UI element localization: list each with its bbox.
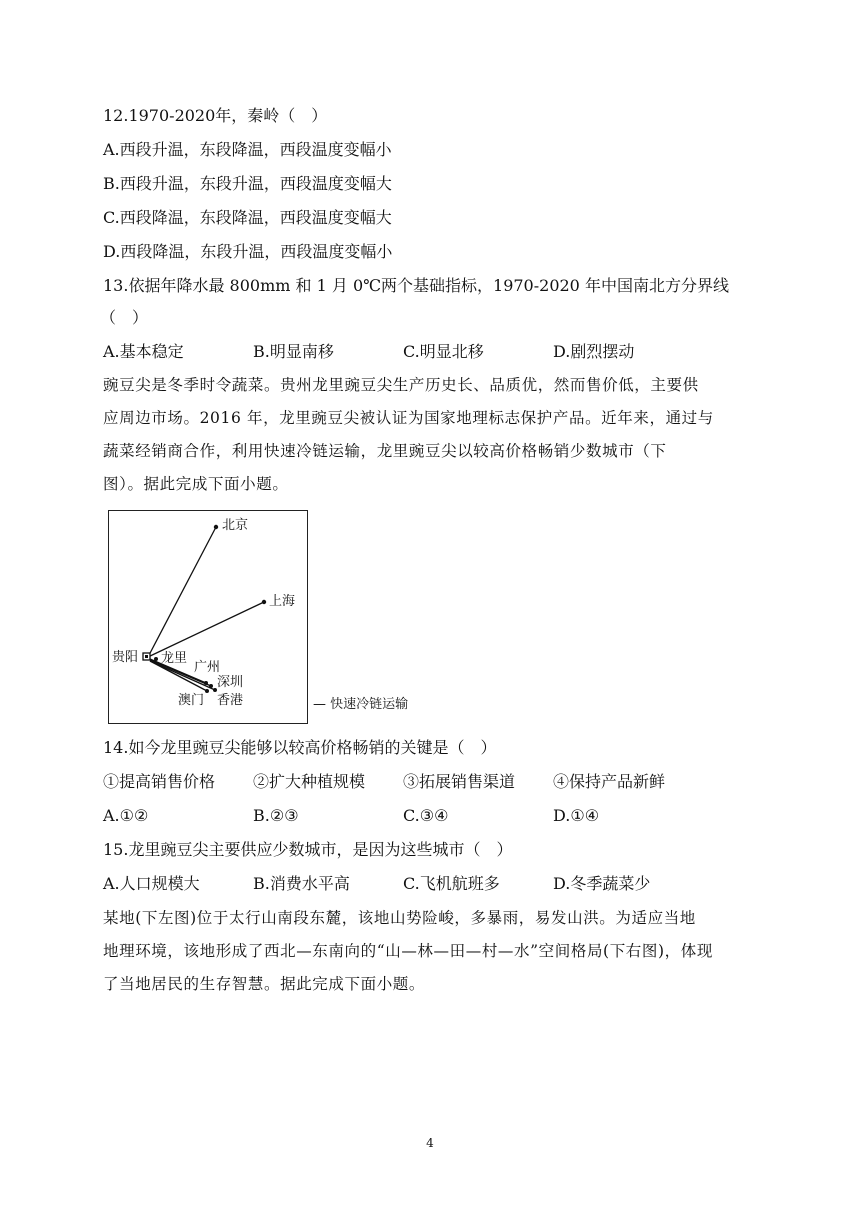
cold-chain-routes <box>109 511 309 725</box>
q14-stem: 14.如今龙里豌豆尖能够以较高价格畅销的关键是（ ） <box>103 738 497 757</box>
q12-option-d: D.西段降温，东段升温，西段温度变幅小 <box>103 242 393 261</box>
q13-stem-paren: （ ） <box>100 308 149 327</box>
q14-item-3: ③拓展销售渠道 <box>403 772 516 791</box>
beijing-point <box>214 525 218 529</box>
q15-option-a: A.人口规模大 <box>103 874 200 893</box>
q15-option-b: B.消费水平高 <box>253 874 350 893</box>
passage-taihang-line: 某地(下左图)位于太行山南段东麓，该地山势险峻，多暴雨，易发山洪。为适应当地 <box>103 909 696 927</box>
passage-peas-line: 应周边市场。2016 年，龙里豌豆尖被认证为国家地理标志保护产品。近年来，通过与 <box>103 409 714 427</box>
q14-option-b: B.②③ <box>253 806 299 825</box>
page-number: 4 <box>426 1136 434 1150</box>
q13-option-c: C.明显北移 <box>403 342 484 361</box>
passage-taihang-line: 地理环境，该地形成了西北—东南向的“山—林—田—村—水”空间格局(下右图)，体现 <box>103 942 713 960</box>
q14-item-1: ①提高销售价格 <box>103 772 216 791</box>
q14-option-c: C.③④ <box>403 806 449 825</box>
q12-option-c: C.西段降温，东段降温，西段温度变幅大 <box>103 208 392 227</box>
city-guiyang: 贵阳 <box>112 650 139 665</box>
q12-option-a: A.西段升温，东段降温，西段温度变幅小 <box>103 140 392 159</box>
q15-stem: 15.龙里豌豆尖主要供应少数城市，是因为这些城市（ ） <box>103 840 513 859</box>
route-to-shanghai <box>148 602 264 657</box>
city-guangzhou: 广州 <box>194 660 221 675</box>
passage-taihang <box>103 902 759 1001</box>
longli-point <box>154 657 158 661</box>
guangzhou-point <box>204 681 208 685</box>
city-beijing: 北京 <box>222 518 249 533</box>
city-shenzhen: 深圳 <box>217 675 244 690</box>
q13-option-d: D.剧烈摆动 <box>553 342 635 361</box>
passage-taihang-line: 了当地居民的生存智慧。据此完成下面小题。 <box>103 975 426 993</box>
passage-peas <box>103 369 759 501</box>
passage-peas-line: 图）。据此完成下面小题。 <box>103 475 289 493</box>
q14-item-2: ②扩大种植规模 <box>253 772 366 791</box>
q12-stem: 12.1970-2020年，秦岭（ ） <box>103 106 328 125</box>
q15-option-c: C.飞机航班多 <box>403 874 500 893</box>
q13-option-b: B.明显南移 <box>253 342 334 361</box>
q13-option-a: A.基本稳定 <box>103 342 184 361</box>
q14-option-d: D.①④ <box>553 806 600 825</box>
cold-chain-map <box>108 510 308 724</box>
route-to-beijing <box>148 527 216 657</box>
shanghai-point <box>262 600 266 604</box>
q13-stem: 13.依据年降水最 800mm 和 1 月 0℃两个基础指标，1970-2020 年中国南北方分界线 <box>103 276 729 295</box>
city-shanghai: 上海 <box>269 594 296 609</box>
q14-item-4: ④保持产品新鲜 <box>553 772 666 791</box>
q15-option-d: D.冬季蔬菜少 <box>553 874 651 893</box>
passage-peas-line: 蔬菜经销商合作，利用快速冷链运输，龙里豌豆尖以较高价格畅销少数城市（下 <box>103 442 667 460</box>
macau-point <box>205 689 209 693</box>
passage-peas-line: 豌豆尖是冬季时令蔬菜。贵州龙里豌豆尖生产历史长、品质优，然而售价低，主要供 <box>103 376 699 394</box>
city-longli: 龙里 <box>161 651 188 666</box>
city-hongkong: 香港 <box>217 693 244 708</box>
shenzhen-point <box>209 684 213 688</box>
map-legend: — 快速冷链运输 <box>313 697 409 712</box>
q14-option-a: A.①② <box>103 806 149 825</box>
city-macau: 澳门 <box>178 693 205 708</box>
q12-option-b: B.西段升温，东段升温，西段温度变幅大 <box>103 174 392 193</box>
